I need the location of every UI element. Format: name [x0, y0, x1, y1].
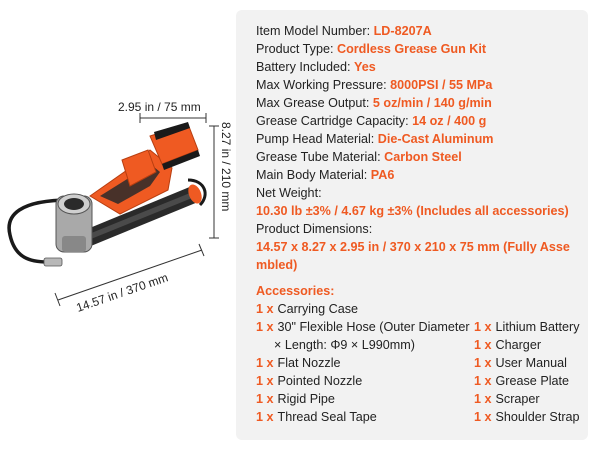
spec-max-pressure: Max Working Pressure: 8000PSI / 55 MPa	[256, 78, 493, 92]
accessory-item: 1 x Charger	[474, 338, 542, 352]
accessories-title: Accessories:	[256, 284, 335, 298]
spec-grease-tube-material: Grease Tube Material: Carbon Steel	[256, 150, 462, 164]
accessory-item: 1 x Lithium Battery	[474, 320, 580, 334]
grease-gun-illustration	[0, 0, 236, 450]
accessory-item: 1 x Flat Nozzle	[256, 356, 341, 370]
height-label: 8.27 in / 210 mm	[219, 122, 233, 212]
spec-battery-included: Battery Included: Yes	[256, 60, 376, 74]
accessory-item: 1 x Scraper	[474, 392, 540, 406]
accessory-item: 1 x Shoulder Strap	[474, 410, 580, 424]
accessory-item: 1 x Carrying Case	[256, 302, 359, 316]
product-illustration-area	[0, 0, 236, 450]
accessory-item-continuation: × Length: Φ9 × L990mm)	[274, 338, 415, 352]
accessory-item: 1 x 30" Flexible Hose (Outer Diameter	[256, 320, 470, 334]
spec-cartridge-capacity: Grease Cartridge Capacity: 14 oz / 400 g	[256, 114, 487, 128]
accessory-item: 1 x Thread Seal Tape	[256, 410, 377, 424]
width-label: 2.95 in / 75 mm	[118, 100, 201, 114]
nozzle-coupler	[44, 258, 62, 266]
pump-head	[56, 194, 92, 252]
product-dimensions-value-line1: 14.57 x 8.27 x 2.95 in / 370 x 210 x 75 mm (Fully Asse	[256, 240, 570, 254]
product-dimensions-value-line2: mbled)	[256, 258, 298, 272]
net-weight-label: Net Weight:	[256, 186, 322, 200]
product-dimensions-label: Product Dimensions:	[256, 222, 373, 236]
spec-pump-head-material: Pump Head Material: Die-Cast Aluminum	[256, 132, 494, 146]
spec-model-number: Item Model Number: LD-8207A	[256, 24, 432, 38]
spec-product-type: Product Type: Cordless Grease Gun Kit	[256, 42, 487, 56]
accessory-item: 1 x User Manual	[474, 356, 567, 370]
accessory-item: 1 x Rigid Pipe	[256, 392, 335, 406]
spec-max-output: Max Grease Output: 5 oz/min / 140 g/min	[256, 96, 492, 110]
accessory-item: 1 x Pointed Nozzle	[256, 374, 363, 388]
specs-panel	[236, 10, 588, 440]
spec-main-body-material: Main Body Material: PA6	[256, 168, 395, 182]
net-weight-value: 10.30 lb ±3% / 4.67 kg ±3% (Includes all accessories)	[256, 204, 569, 218]
length-label: 14.57 in / 370 mm	[74, 270, 170, 315]
accessory-item: 1 x Grease Plate	[474, 374, 570, 388]
